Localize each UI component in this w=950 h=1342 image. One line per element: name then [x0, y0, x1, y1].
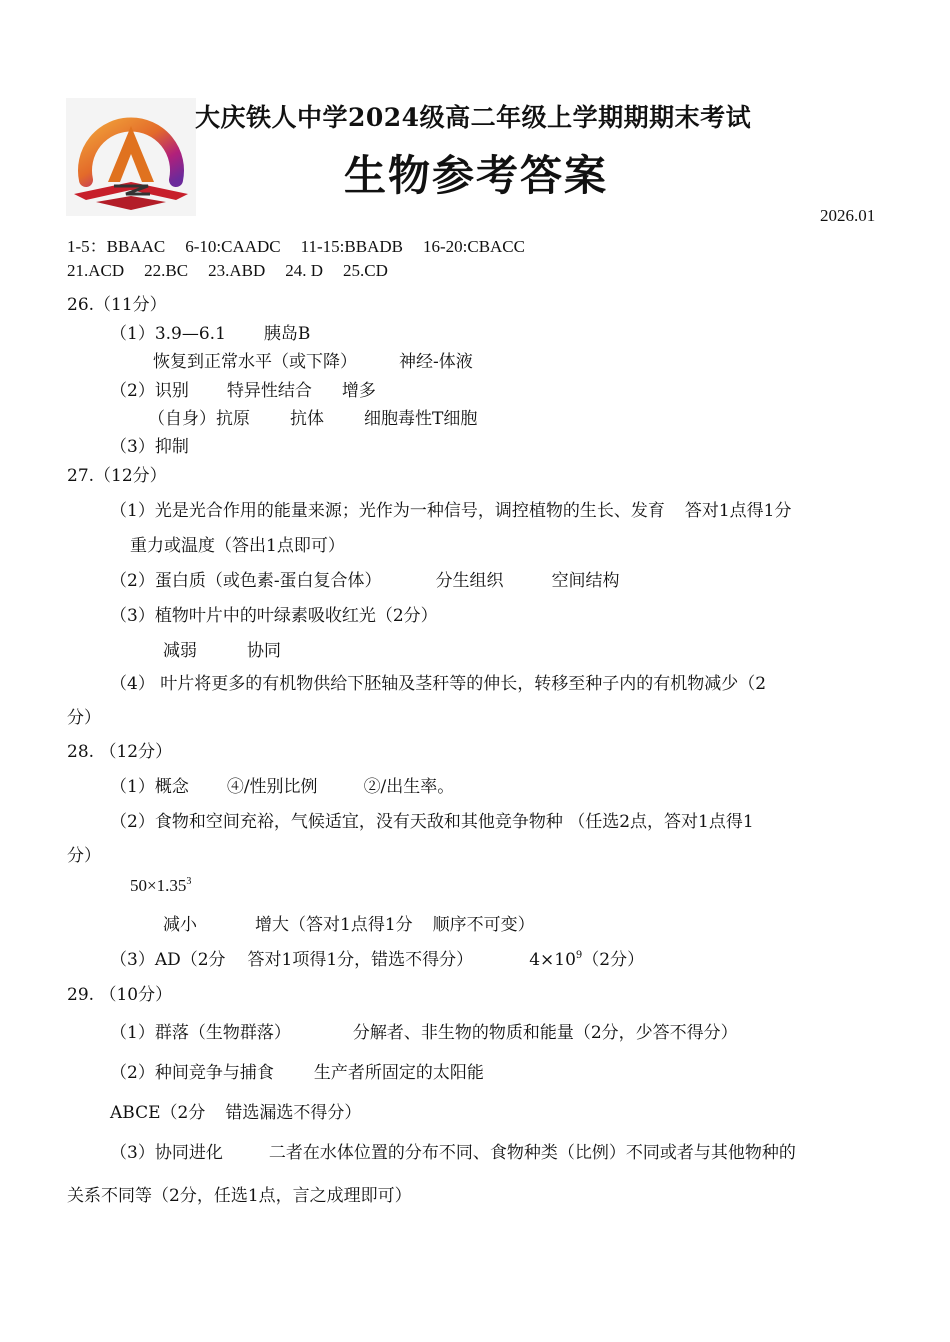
mc-answer: 1-5：BBAAC — [67, 237, 166, 256]
school-logo — [66, 98, 196, 216]
answer-text: 生产者所固定的太阳能 — [313, 1063, 484, 1083]
formula-exponent: 9 — [575, 950, 583, 961]
answer-text: （自身）抗原 — [148, 409, 250, 429]
answer-text: 顺序不可变） — [432, 915, 535, 935]
q27-part4-line1: （4） 叶片将更多的有机物供给下胚轴及茎秆等的伸长，转移至种子内的有机物减少（2 — [110, 674, 767, 694]
answer-text: （1）光是光合作用的能量来源；光作为一种信号，调控植物的生长、发育 — [110, 501, 665, 521]
answer-text: 二者在水体位置的分布不同、食物种类（比例）不同或者与其他物种的 — [268, 1143, 796, 1163]
q28-formula — [130, 876, 191, 896]
answer-text: 4×10 — [529, 950, 576, 970]
doc-title: 生物参考答案 — [344, 151, 609, 200]
q27-part1-line2: 重力或温度（答出1点即可） — [130, 536, 345, 556]
mc-answer: 22.BC — [144, 261, 189, 280]
answer-text: （2）识别 — [110, 381, 189, 401]
answer-text: 分解者、非生物的物质和能量（2分，少答不得分） — [352, 1023, 738, 1043]
q29-part2-line2 — [110, 1098, 361, 1123]
answer-text: ④/性别比例 — [226, 777, 318, 797]
mc-answer: 21.ACD — [67, 261, 125, 280]
answer-text: （3）协同进化 — [110, 1143, 223, 1163]
q28-part2-line2: 分） — [67, 846, 101, 866]
answer-text: 减小 — [163, 915, 197, 935]
doc-date: 2026.01 — [820, 206, 876, 225]
answer-text: 增大（答对1点得1分 — [255, 915, 413, 935]
answer-text: 错选漏选不得分） — [225, 1103, 362, 1123]
answer-text: 减弱 — [163, 641, 197, 661]
school-title: 大庆铁人中学2024级高二年级上学期期期末考试 — [195, 103, 752, 132]
mc-answer: 24. D — [285, 261, 324, 280]
answer-text: （2）种间竞争与捕食 — [110, 1063, 274, 1083]
mc-answer: 6-10:CAADC — [185, 237, 281, 256]
q27-part4-line2: 分） — [67, 708, 101, 728]
answer-text: 增多 — [341, 381, 376, 401]
answer-text: （2）蛋白质（或色素-蛋白复合体） — [110, 571, 382, 591]
answer-text: 答对1项得1分，错选不得分） — [247, 950, 474, 970]
answer-text: 特异性结合 — [226, 381, 312, 401]
answer-text: 协同 — [247, 641, 281, 661]
q27-part3-line2 — [163, 636, 281, 661]
answer-text: 分生组织 — [435, 571, 504, 591]
answer-text: ②/出生率。 — [363, 777, 455, 797]
q26-part1-line2 — [153, 347, 473, 372]
answer-text: 胰岛B — [263, 324, 311, 344]
q28-part2-line3 — [163, 910, 535, 935]
q29-part3-line2: 关系不同等（2分，任选1点，言之成理即可） — [67, 1186, 412, 1206]
mc-line-1 — [67, 232, 525, 257]
answer-text: ABCE（2分 — [110, 1103, 206, 1123]
answer-text: （1）3.9—6.1 — [110, 324, 226, 344]
q28-part1 — [110, 772, 454, 797]
answer-text: （1）群落（生物群落） — [110, 1023, 291, 1043]
answer-text: 答对1点得1分 — [684, 501, 792, 521]
answer-text: （3）AD（2分 — [110, 950, 226, 970]
answer-text: 抗体 — [290, 409, 324, 429]
q27-part1-line1 — [110, 496, 791, 521]
q26-heading: 26.（11分） — [67, 295, 167, 315]
q28-part3 — [110, 945, 644, 970]
answer-text: （1）概念 — [110, 777, 189, 797]
formula-exponent: 3 — [186, 876, 192, 887]
q29-heading: 29. （10分） — [67, 985, 173, 1005]
q29-part2-line1 — [110, 1058, 484, 1083]
q29-part1 — [110, 1018, 738, 1043]
q26-part2-line1 — [110, 376, 376, 401]
answer-text: （2分） — [582, 950, 645, 970]
q27-heading: 27.（12分） — [67, 466, 167, 486]
q26-part3: （3）抑制 — [110, 437, 189, 457]
answer-text: 神经-体液 — [399, 352, 473, 372]
answer-text: 空间结构 — [551, 571, 620, 591]
q26-part2-line2 — [148, 404, 477, 429]
answer-text: 细胞毒性T细胞 — [364, 409, 478, 429]
q27-part2 — [110, 566, 620, 591]
answer-text: 恢复到正常水平（或下降） — [153, 352, 357, 372]
mc-answer: 16-20:CBACC — [422, 237, 525, 256]
q26-part1-line1 — [110, 319, 310, 344]
q29-part3-line1 — [110, 1138, 796, 1163]
q27-part3-line1: （3）植物叶片中的叶绿素吸收红光（2分） — [110, 606, 438, 626]
mc-line-2 — [67, 261, 388, 281]
q28-heading: 28. （12分） — [67, 742, 173, 762]
mc-answer: 23.ABD — [208, 261, 266, 280]
mc-answer: 11-15:BBADB — [300, 237, 403, 256]
formula-base: 50×1.35 — [130, 876, 187, 895]
mc-answer: 25.CD — [343, 261, 388, 280]
q28-part2-line1: （2）食物和空间充裕，气候适宜，没有天敌和其他竞争物种 （任选2点，答对1点得1 — [110, 812, 754, 832]
